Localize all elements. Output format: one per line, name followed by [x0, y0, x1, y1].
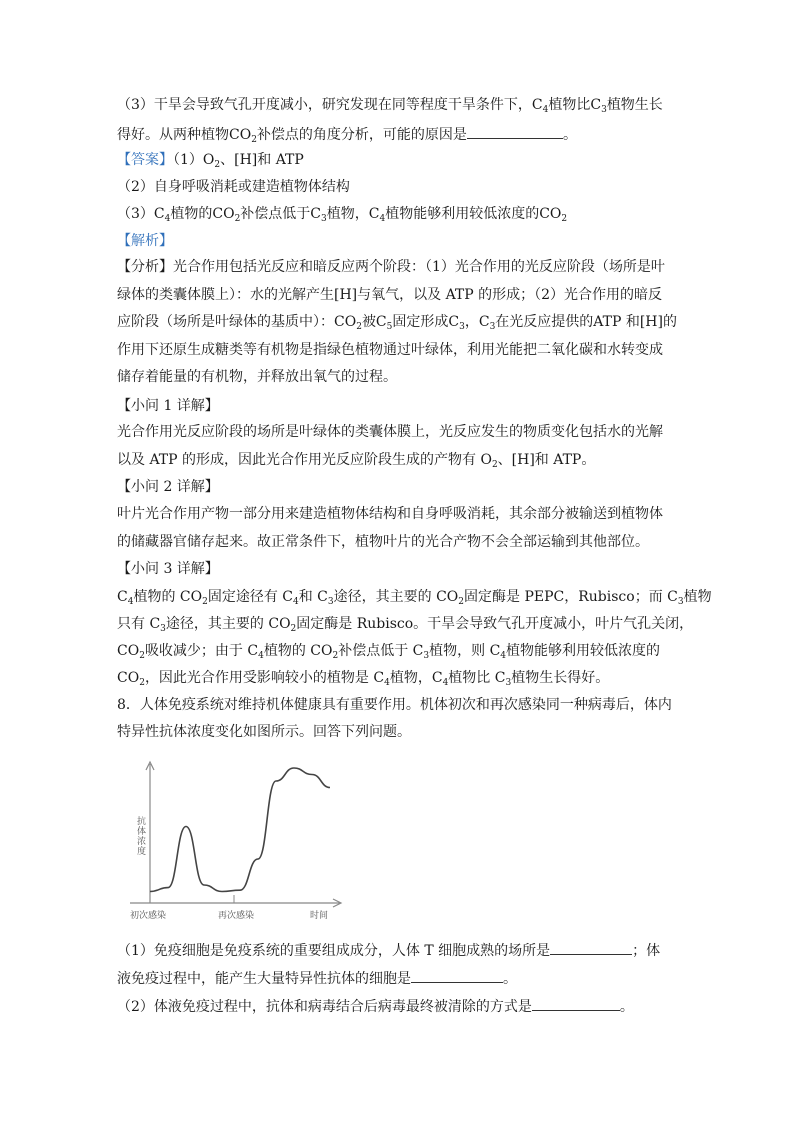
y-axis-label: 抗体浓度 — [135, 816, 145, 856]
antibody-curve — [150, 768, 330, 892]
q7-part3-line2: 得好。从两种植物$CO_2$补偿点的角度分析，可能的原因是 。 — [117, 124, 577, 145]
fenxi-label: 【分析】 — [117, 259, 173, 275]
sub-question-3-label: 【小问 3 详解】 — [117, 561, 219, 577]
answer-line2: （2）自身呼吸消耗或建造植物体结构 — [117, 179, 350, 195]
sub-question-1-line2: 以及 ATP 的形成，因此光合作用光反应阶段生成的产物有 $O_2$、[H]和 ATP。 — [117, 452, 596, 470]
answer-blank[interactable] — [411, 968, 503, 983]
q8-line1: 8．人体免疫系统对维持机体健康具有重要作用。机体初次和再次感染同一种病毒后，体内 — [117, 697, 672, 713]
sub-question-3-line2: 只有 $C_3$途径，其主要的 $CO_2$固定酶是 Rubisco。干旱会导致气孔开度减小，叶片气孔关闭， — [117, 616, 694, 634]
sub-question-2-line2: 的储藏器官储存起来。故正常条件下，植物叶片的光合产物不会全部运输到其他部位。 — [117, 534, 649, 550]
q8-part1-line2: 液免疫过程中，能产生大量特异性抗体的细胞是 。 — [117, 968, 517, 989]
sub-question-1-line1: 光合作用光反应阶段的场所是叶绿体的类囊体膜上，光反应发生的物质变化包括水的光解 — [117, 424, 663, 440]
analysis-fx-line4: 作用下还原生成糖类等有机物是指绿色植物通过叶绿体，利用光能把二氧化碳和水转变成 — [117, 342, 663, 358]
q8-line2: 特异性抗体浓度变化如图所示。回答下列问题。 — [117, 724, 411, 740]
sub-question-2-label: 【小问 2 详解】 — [117, 479, 219, 495]
q7-part3-line1: （3）干旱会导致气孔开度减小，研究发现在同等程度干旱条件下，$C_4$植物比$C_3$植物生长 — [117, 97, 663, 115]
sub-question-3-line3: $CO_2$吸收减少；由于 $C_4$植物的 $CO_2$补偿点低于 $C_3$植物，则 $C_4$植物能够利用较低浓度的 — [117, 643, 661, 661]
x-axis-label: 时间 — [310, 911, 329, 921]
analysis-label-line — [117, 231, 173, 251]
analysis-fx-line1: 【分析】光合作用包括光反应和暗反应两个阶段：（1）光合作用的光反应阶段（场所是叶 — [117, 259, 665, 275]
sub-question-3-line4: $CO_2$，因此光合作用受影响较小的植物是 $C_4$植物，$C_4$植物比 $C_3$植物生长得好。 — [117, 670, 610, 688]
answer-blank[interactable] — [532, 996, 620, 1011]
analysis-fx-line3: 应阶段（场所是叶绿体的基质中）：$CO_2$被$C_5$固定形成$C_3$，$C_3$在光反应提供的ATP 和[H]的 — [117, 314, 677, 332]
answer-line1: 【答案】$(1)O_2$、[H]和 ATP — [117, 152, 304, 170]
answer-blank[interactable] — [550, 940, 632, 955]
sub-question-3-line1: $C_4$植物的 $CO_2$固定途径有 $C_4$和 $C_3$途径，其主要的 $CO_2$固定酶是 PEPC，Rubisco；而 $C_3$植物 — [117, 589, 712, 607]
analysis-fx-line5: 储存着能量的有机物，并释放出氧气的过程。 — [117, 369, 397, 385]
antibody-concentration-graph — [130, 758, 360, 928]
answer-blank[interactable] — [467, 124, 563, 139]
q8-part1-line1: （1）免疫细胞是免疫系统的重要组成成分，人体 T 细胞成熟的场所是 ；体 — [117, 940, 660, 961]
analysis-fx-line2: 绿体的类囊体膜上）：水的光解产生[H]与氧气，以及 ATP 的形成；（2）光合作用的暗反 — [117, 287, 663, 303]
sub-question-2-line1: 叶片光合作用产物一部分用来建造植物体结构和自身呼吸消耗，其余部分被输送到植物体 — [117, 506, 663, 522]
sub-question-1-label: 【小问 1 详解】 — [117, 398, 219, 414]
x-tick-first-infection: 初次感染 — [130, 911, 167, 921]
q8-part2-line: （2）体液免疫过程中，抗体和病毒结合后病毒最终被清除的方式是 。 — [117, 996, 634, 1017]
answer-line3: $(3)C_4$植物的$CO_2$补偿点低于$C_3$植物，$C_4$植物能够利用较低浓度的$CO_2$ — [117, 206, 568, 224]
answer-label: 【答案】 — [117, 152, 173, 168]
x-tick-second-infection: 再次感染 — [218, 911, 255, 921]
analysis-label: 【解析】 — [117, 233, 173, 249]
